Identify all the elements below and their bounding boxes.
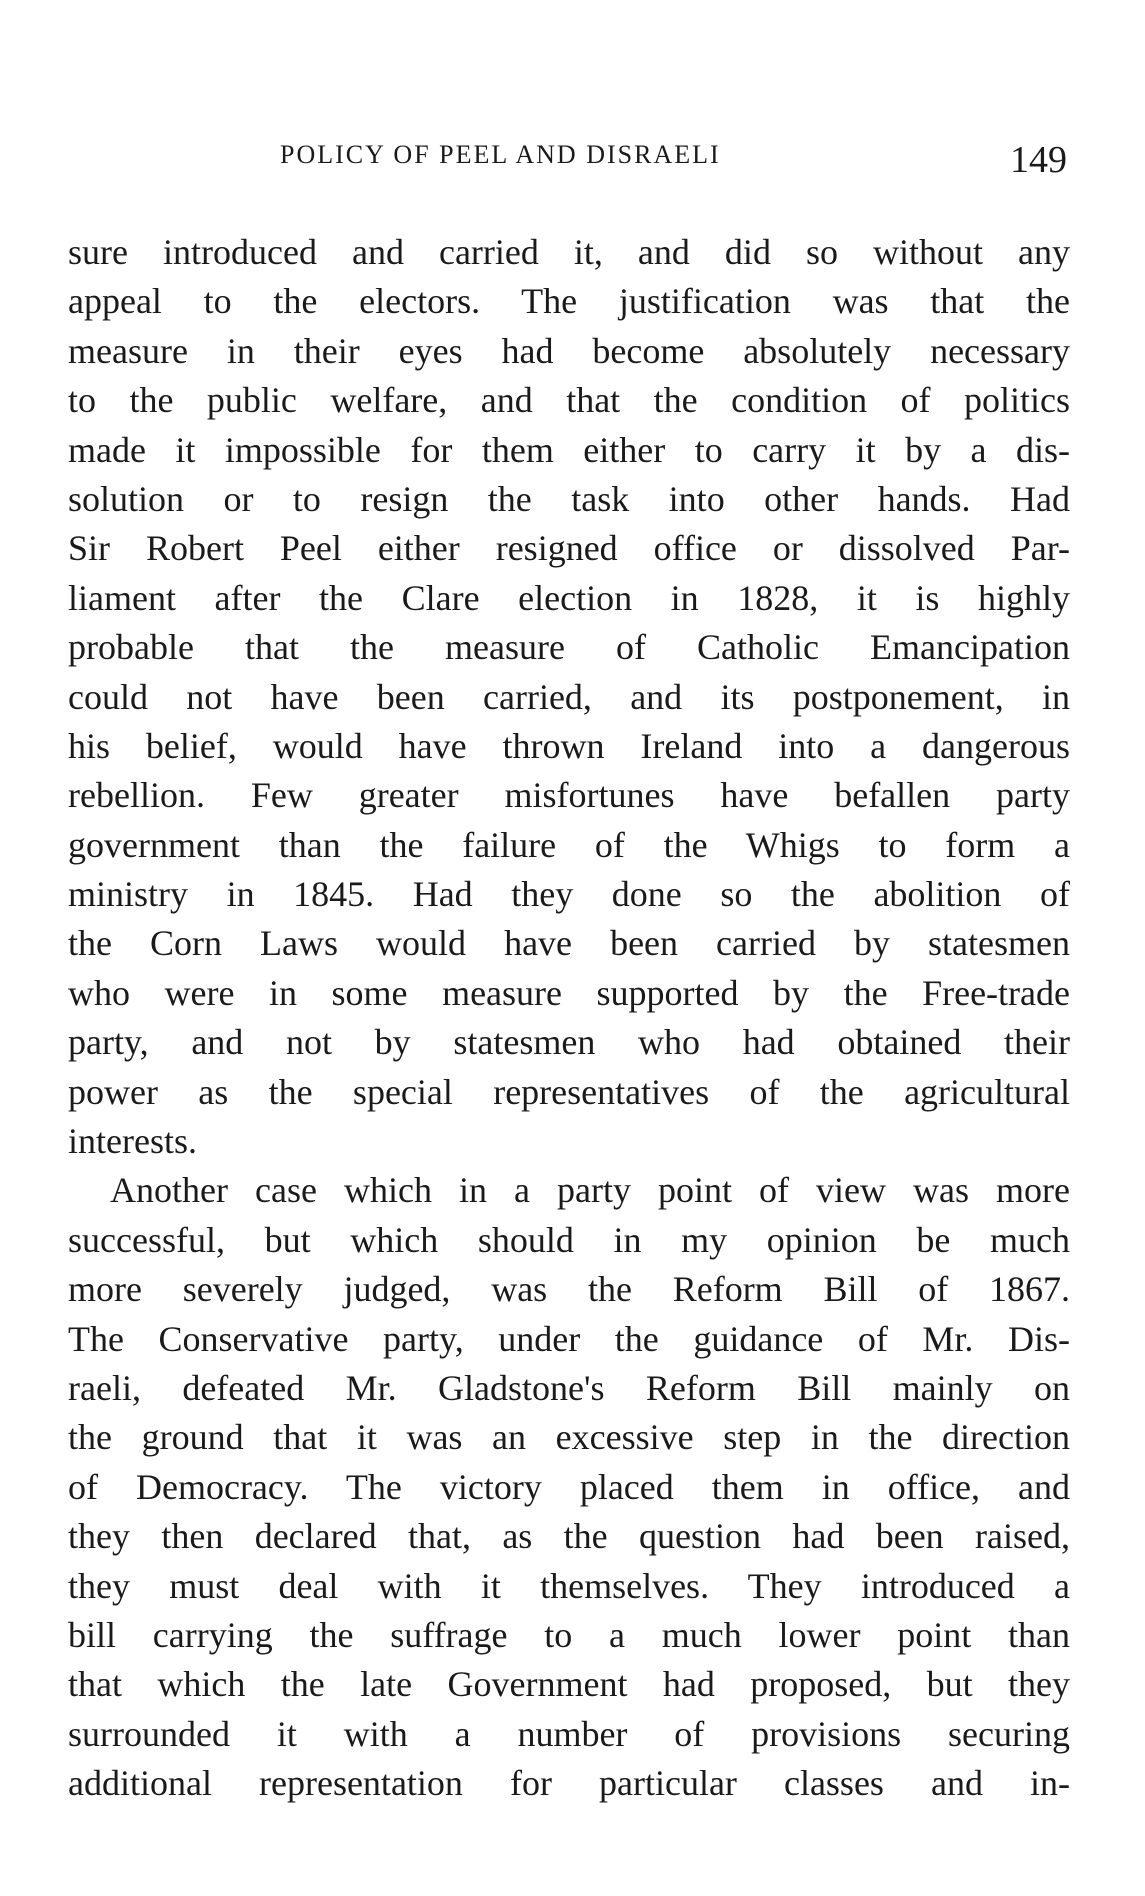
text-line: they then declared that, as the question had been raised, [68, 1516, 1070, 1557]
page-number: 149 [1010, 139, 1067, 181]
paragraph-start-line: Another case which in a party point of view was more [110, 1170, 1070, 1211]
text-line: liament after the Clare election in 1828, it is highly [68, 577, 1070, 618]
text-line: measure in their eyes had become absolutely necessary [68, 330, 1070, 371]
text-line: power as the special representatives of the agricultural [68, 1071, 1070, 1112]
text-line: to the public welfare, and that the condition of politics [68, 380, 1070, 421]
paragraph-end-line: interests. [68, 1121, 197, 1162]
text-line: Sir Robert Peel either resigned office or dissolved Par- [68, 528, 1070, 569]
text-line: ministry in 1845. Had they done so the abolition of [68, 874, 1070, 915]
text-line: successful, but which should in my opinion be much [68, 1219, 1070, 1260]
text-line: who were in some measure supported by the Free-trade [68, 972, 1070, 1013]
text-line: the Corn Laws would have been carried by statesmen [68, 923, 1070, 964]
text-line: bill carrying the suffrage to a much lower point than [68, 1614, 1070, 1655]
text-line: they must deal with it themselves. They introduced a [68, 1565, 1070, 1606]
text-line: of Democracy. The victory placed them in office, and [68, 1466, 1070, 1507]
text-line: probable that the measure of Catholic Emancipation [68, 627, 1070, 668]
text-line: surrounded it with a number of provisions securing [68, 1713, 1070, 1754]
text-line: the ground that it was an excessive step in the direction [68, 1417, 1070, 1458]
text-line: raeli, defeated Mr. Gladstone's Reform Bill mainly on [68, 1367, 1070, 1408]
text-line: that which the late Government had proposed, but they [68, 1664, 1070, 1705]
text-line: solution or to resign the task into other hands. Had [68, 478, 1070, 519]
text-line: government than the failure of the Whigs to form a [68, 824, 1070, 865]
text-line: party, and not by statesmen who had obtained their [68, 1022, 1070, 1063]
text-line: sure introduced and carried it, and did so without any [68, 232, 1070, 272]
text-line: The Conservative party, under the guidance of Mr. Dis- [68, 1318, 1070, 1359]
text-line: appeal to the electors. The justification was that the [68, 281, 1070, 322]
running-title: POLICY OF PEEL AND DISRAELI [280, 140, 721, 169]
text-line: more severely judged, was the Reform Bill of 1867. [68, 1269, 1070, 1310]
text-line: rebellion. Few greater misfortunes have befallen party [68, 775, 1070, 816]
text-line: additional representation for particular classes and in- [68, 1763, 1070, 1804]
text-line: his belief, would have thrown Ireland into a dangerous [68, 725, 1070, 766]
body-text [68, 228, 1070, 1809]
text-line: could not have been carried, and its postponement, in [68, 676, 1070, 717]
text-line: made it impossible for them either to carry it by a dis- [68, 429, 1070, 470]
